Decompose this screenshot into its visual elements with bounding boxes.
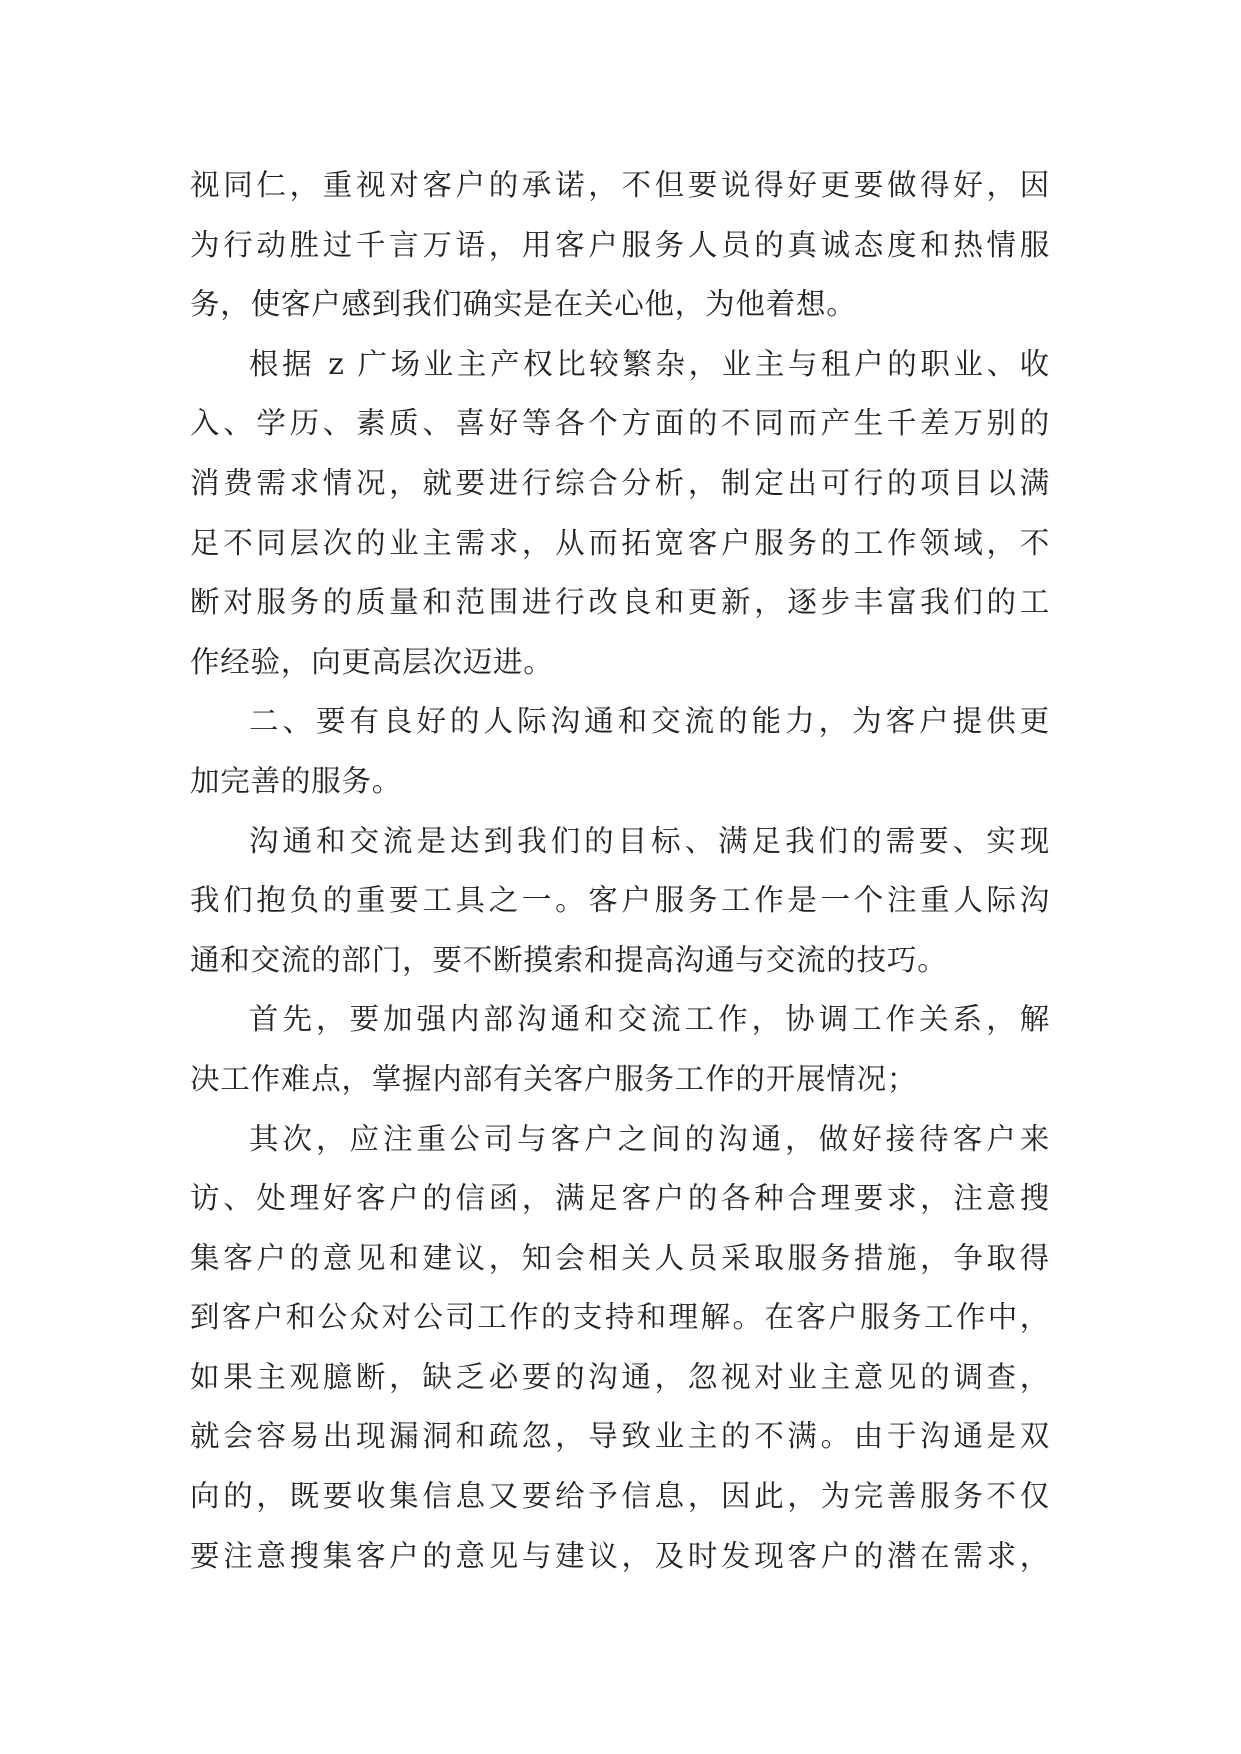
document-body xyxy=(190,156,1050,1586)
text-line: 到客户和公众对公司工作的支持和理解。在客户服务工作中， xyxy=(190,1300,1050,1335)
text-line: 断对服务的质量和范围进行改良和更新，逐步丰富我们的工 xyxy=(190,585,1050,620)
paragraph-first-line: 根据 z 广场业主产权比较繁杂，业主与租户的职业、收 xyxy=(249,346,1050,381)
text-line: 集客户的意见和建议，知会相关人员采取服务措施，争取得 xyxy=(190,1240,1050,1275)
text-line: 就会容易出现漏洞和疏忽，导致业主的不满。由于沟通是双 xyxy=(190,1419,1050,1454)
text-line: 足不同层次的业主需求，从而拓宽客户服务的工作领域，不 xyxy=(190,525,1050,560)
text-line: 决工作难点，掌握内部有关客户服务工作的开展情况； xyxy=(190,1061,918,1096)
text-line: 通和交流的部门，要不断摸索和提高沟通与交流的技巧。 xyxy=(190,942,948,977)
text-line: 作经验，向更高层次迈进。 xyxy=(190,644,554,679)
text-line: 我们抱负的重要工具之一。客户服务工作是一个注重人际沟 xyxy=(190,883,1050,918)
paragraph-first-line: 首先，要加强内部沟通和交流工作，协调工作关系，解 xyxy=(249,1002,1050,1037)
paragraph-first-line: 其次，应注重公司与客户之间的沟通，做好接待客户来 xyxy=(249,1121,1050,1156)
text-line: 入、学历、素质、喜好等各个方面的不同而产生千差万别的 xyxy=(190,406,1050,441)
text-line: 要注意搜集客户的意见与建议，及时发现客户的潜在需求， xyxy=(190,1538,1050,1573)
section-heading-line: 加完善的服务。 xyxy=(190,763,403,798)
paragraph-first-line: 沟通和交流是达到我们的目标、满足我们的需要、实现 xyxy=(249,823,1050,858)
text-line: 如果主观臆断，缺乏必要的沟通，忽视对业主意见的调查， xyxy=(190,1359,1050,1394)
text-line: 访、处理好客户的信函，满足客户的各种合理要求，注意搜 xyxy=(190,1181,1050,1216)
text-line: 向的，既要收集信息又要给予信息，因此，为完善服务不仅 xyxy=(190,1479,1050,1514)
text-line: 为行动胜过千言万语，用客户服务人员的真诚态度和热情服 xyxy=(190,227,1050,262)
text-line: 视同仁，重视对客户的承诺，不但要说得好更要做得好，因 xyxy=(190,168,1050,202)
text-line: 务，使客户感到我们确实是在关心他，为他着想。 xyxy=(190,287,857,322)
section-heading-line: 二、要有良好的人际沟通和交流的能力，为客户提供更 xyxy=(249,704,1050,739)
text-line: 消费需求情况，就要进行综合分析，制定出可行的项目以满 xyxy=(190,465,1050,500)
